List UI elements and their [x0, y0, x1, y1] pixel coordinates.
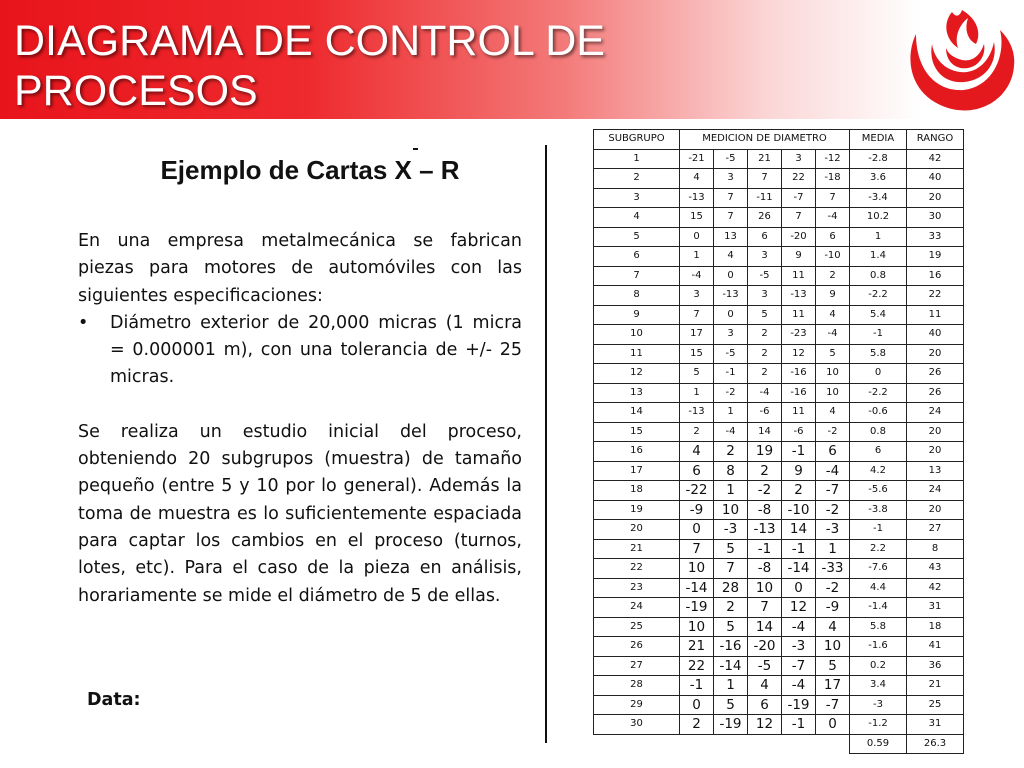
cell-m5: -2	[816, 578, 850, 598]
cell-m1: 15	[680, 344, 714, 364]
cell-subgroup: 12	[594, 364, 680, 384]
cell-m5: 5	[816, 656, 850, 676]
table-row	[594, 188, 964, 208]
cell-m5: 7	[816, 188, 850, 208]
cell-range: 21	[907, 676, 964, 696]
cell-m5: 4	[816, 617, 850, 637]
cell-m5: 6	[816, 227, 850, 247]
cell-m4: 9	[782, 461, 816, 481]
cell-mean: -1	[850, 325, 907, 345]
totals-spacer	[594, 734, 850, 754]
cell-m3: 2	[748, 461, 782, 481]
cell-subgroup: 17	[594, 461, 680, 481]
cell-m5: 10	[816, 383, 850, 403]
cell-range: 42	[907, 149, 964, 169]
cell-range: 41	[907, 637, 964, 657]
cell-m1: -19	[680, 598, 714, 618]
cell-subgroup: 25	[594, 617, 680, 637]
cell-m1: 10	[680, 617, 714, 637]
cell-m2: -16	[714, 637, 748, 657]
cell-range: 18	[907, 617, 964, 637]
cell-m4: 3	[782, 149, 816, 169]
cell-m2: 5	[714, 539, 748, 559]
cell-m3: -8	[748, 500, 782, 520]
cell-mean: -5.6	[850, 481, 907, 501]
cell-m5: 6	[816, 442, 850, 462]
cell-m4: -10	[782, 500, 816, 520]
cell-m5: 4	[816, 305, 850, 325]
cell-m3: 21	[748, 149, 782, 169]
cell-subgroup: 19	[594, 500, 680, 520]
cell-mean: 1.4	[850, 247, 907, 267]
cell-m2: 7	[714, 188, 748, 208]
cell-mean: -7.6	[850, 559, 907, 579]
cell-m4: -13	[782, 286, 816, 306]
cell-m2: 1	[714, 403, 748, 423]
table-row	[594, 481, 964, 501]
slide-title	[14, 16, 734, 116]
cell-subgroup: 10	[594, 325, 680, 345]
table-row	[594, 520, 964, 540]
cell-subgroup: 2	[594, 169, 680, 189]
cell-m2: 3	[714, 169, 748, 189]
cell-m1: 22	[680, 656, 714, 676]
table-row	[594, 559, 964, 579]
cell-range: 20	[907, 442, 964, 462]
cell-m4: -4	[782, 617, 816, 637]
cell-range: 20	[907, 500, 964, 520]
table-row	[594, 715, 964, 735]
cell-subgroup: 9	[594, 305, 680, 325]
subtitle-prefix: Ejemplo de Cartas	[160, 155, 395, 185]
cell-range: 31	[907, 598, 964, 618]
cell-m1: -13	[680, 403, 714, 423]
cell-m1: 10	[680, 559, 714, 579]
cell-mean: 2.2	[850, 539, 907, 559]
cell-m4: -16	[782, 364, 816, 384]
cell-mean: 6	[850, 442, 907, 462]
cell-m3: 2	[748, 325, 782, 345]
cell-m5: -33	[816, 559, 850, 579]
cell-m4: -4	[782, 676, 816, 696]
cell-m5: -12	[816, 149, 850, 169]
cell-mean: -2.2	[850, 383, 907, 403]
cell-range: 20	[907, 344, 964, 364]
cell-m4: -1	[782, 442, 816, 462]
cell-m1: 0	[680, 227, 714, 247]
cell-m1: 4	[680, 169, 714, 189]
cell-m2: -5	[714, 149, 748, 169]
cell-m2: 2	[714, 598, 748, 618]
cell-mean: -1	[850, 520, 907, 540]
cell-m4: 14	[782, 520, 816, 540]
cell-m2: 1	[714, 676, 748, 696]
cell-m5: -2	[816, 422, 850, 442]
table-row	[594, 442, 964, 462]
cell-mean: 5.4	[850, 305, 907, 325]
cell-mean: -1.2	[850, 715, 907, 735]
cell-mean: -1.6	[850, 637, 907, 657]
cell-m5: -7	[816, 481, 850, 501]
cell-mean: 0	[850, 364, 907, 384]
cell-m4: 11	[782, 403, 816, 423]
total-mean: 0.59	[850, 734, 907, 754]
header-measurement: MEDICION DE DIAMETRO	[680, 130, 850, 150]
cell-subgroup: 24	[594, 598, 680, 618]
cell-m2: 8	[714, 461, 748, 481]
table-row	[594, 266, 964, 286]
cell-m2: 7	[714, 208, 748, 228]
example-subtitle	[80, 140, 540, 200]
slide-title-line1: DIAGRAMA DE CONTROL DE	[14, 17, 605, 65]
cell-m2: 0	[714, 266, 748, 286]
cell-m3: -13	[748, 520, 782, 540]
cell-m1: 2	[680, 715, 714, 735]
cell-m2: 13	[714, 227, 748, 247]
cell-mean: 0.2	[850, 656, 907, 676]
cell-m2: -3	[714, 520, 748, 540]
cell-subgroup: 23	[594, 578, 680, 598]
cell-m4: 9	[782, 247, 816, 267]
table-row	[594, 695, 964, 715]
cell-m3: -4	[748, 383, 782, 403]
cell-m3: 12	[748, 715, 782, 735]
cell-subgroup: 26	[594, 637, 680, 657]
cell-subgroup: 27	[594, 656, 680, 676]
vertical-divider	[545, 145, 547, 743]
cell-range: 27	[907, 520, 964, 540]
cell-m2: 1	[714, 481, 748, 501]
cell-m2: -1	[714, 364, 748, 384]
slide-title-line2: PROCESOS	[14, 67, 258, 115]
cell-range: 42	[907, 578, 964, 598]
cell-m2: 5	[714, 695, 748, 715]
cell-subgroup: 15	[594, 422, 680, 442]
cell-m5: -18	[816, 169, 850, 189]
cell-m1: 5	[680, 364, 714, 384]
cell-m4: 22	[782, 169, 816, 189]
cell-m4: 12	[782, 344, 816, 364]
cell-mean: -2.8	[850, 149, 907, 169]
cell-subgroup: 8	[594, 286, 680, 306]
cell-m1: -9	[680, 500, 714, 520]
cell-m3: -20	[748, 637, 782, 657]
cell-m3: 3	[748, 286, 782, 306]
cell-m4: -1	[782, 539, 816, 559]
cell-subgroup: 7	[594, 266, 680, 286]
cell-mean: 0.8	[850, 266, 907, 286]
cell-m5: -4	[816, 461, 850, 481]
cell-mean: -0.6	[850, 403, 907, 423]
cell-m1: 7	[680, 539, 714, 559]
cell-m3: 3	[748, 247, 782, 267]
cell-subgroup: 22	[594, 559, 680, 579]
cell-m3: 6	[748, 695, 782, 715]
cell-m4: 11	[782, 266, 816, 286]
cell-mean: -3	[850, 695, 907, 715]
spec-bullet-text: Diámetro exterior de 20,000 micras (1 micra = 0.000001 m), con una tolerancia de +/- 25 micras.	[110, 312, 522, 388]
cell-m1: -22	[680, 481, 714, 501]
cell-m5: -9	[816, 598, 850, 618]
cell-range: 40	[907, 325, 964, 345]
cell-m3: -2	[748, 481, 782, 501]
cell-m1: 7	[680, 305, 714, 325]
cell-m3: 4	[748, 676, 782, 696]
cell-mean: 5.8	[850, 617, 907, 637]
cell-range: 43	[907, 559, 964, 579]
cell-m4: -19	[782, 695, 816, 715]
cell-subgroup: 5	[594, 227, 680, 247]
cell-m2: -4	[714, 422, 748, 442]
cell-m3: 10	[748, 578, 782, 598]
cell-mean: -1.4	[850, 598, 907, 618]
cell-m4: -7	[782, 656, 816, 676]
cell-range: 16	[907, 266, 964, 286]
cell-mean: 5.8	[850, 344, 907, 364]
cell-m2: 5	[714, 617, 748, 637]
cell-m3: 2	[748, 344, 782, 364]
cell-m4: 0	[782, 578, 816, 598]
cell-m4: -23	[782, 325, 816, 345]
cell-range: 24	[907, 481, 964, 501]
cell-range: 36	[907, 656, 964, 676]
cell-subgroup: 6	[594, 247, 680, 267]
table-totals-row	[594, 734, 964, 754]
cell-range: 30	[907, 208, 964, 228]
cell-m2: 0	[714, 305, 748, 325]
cell-subgroup: 21	[594, 539, 680, 559]
table-row	[594, 169, 964, 189]
measurement-table	[593, 129, 964, 754]
cell-range: 25	[907, 695, 964, 715]
cell-m5: -4	[816, 325, 850, 345]
cell-m5: -10	[816, 247, 850, 267]
cell-subgroup: 18	[594, 481, 680, 501]
table-row	[594, 676, 964, 696]
cell-mean: 4.2	[850, 461, 907, 481]
table-row	[594, 208, 964, 228]
table-row	[594, 461, 964, 481]
cell-subgroup: 14	[594, 403, 680, 423]
cell-m1: 4	[680, 442, 714, 462]
cell-m2: 28	[714, 578, 748, 598]
cell-m1: 21	[680, 637, 714, 657]
cell-m3: 6	[748, 227, 782, 247]
header-mean: MEDIA	[850, 130, 907, 150]
cell-m3: -11	[748, 188, 782, 208]
table-header-row	[594, 130, 964, 150]
table-row	[594, 149, 964, 169]
cell-m1: 3	[680, 286, 714, 306]
cell-m3: 5	[748, 305, 782, 325]
cell-subgroup: 30	[594, 715, 680, 735]
cell-m2: 4	[714, 247, 748, 267]
cell-m1: 17	[680, 325, 714, 345]
cell-m3: -5	[748, 656, 782, 676]
cell-range: 20	[907, 422, 964, 442]
cell-m2: -5	[714, 344, 748, 364]
cell-m3: 19	[748, 442, 782, 462]
cell-mean: 4.4	[850, 578, 907, 598]
table-row	[594, 383, 964, 403]
cell-m2: 3	[714, 325, 748, 345]
cell-subgroup: 1	[594, 149, 680, 169]
cell-m5: 4	[816, 403, 850, 423]
cell-subgroup: 11	[594, 344, 680, 364]
cell-range: 20	[907, 188, 964, 208]
cell-m4: 7	[782, 208, 816, 228]
cell-m1: 1	[680, 383, 714, 403]
subtitle-suffix: – R	[411, 155, 460, 185]
cell-m3: 26	[748, 208, 782, 228]
cell-mean: -3.8	[850, 500, 907, 520]
table-body	[594, 149, 964, 734]
cell-mean: 3.4	[850, 676, 907, 696]
cell-range: 26	[907, 364, 964, 384]
table-row	[594, 578, 964, 598]
intro-paragraph: En una empresa metalmecánica se fabrican piezas para motores de automóviles con las siguientes especificaciones:	[78, 231, 522, 306]
cell-mean: -3.4	[850, 188, 907, 208]
cell-range: 40	[907, 169, 964, 189]
cell-m3: 2	[748, 364, 782, 384]
cell-m5: 10	[816, 637, 850, 657]
cell-m2: 10	[714, 500, 748, 520]
cell-m3: -1	[748, 539, 782, 559]
cell-range: 22	[907, 286, 964, 306]
cell-subgroup: 13	[594, 383, 680, 403]
cell-m4: -14	[782, 559, 816, 579]
cell-m3: 14	[748, 422, 782, 442]
cell-m1: 0	[680, 520, 714, 540]
cell-m4: 2	[782, 481, 816, 501]
cell-mean: 1	[850, 227, 907, 247]
cell-range: 8	[907, 539, 964, 559]
bullet-icon: •	[78, 312, 89, 333]
cell-m4: -1	[782, 715, 816, 735]
table-row	[594, 422, 964, 442]
cell-subgroup: 3	[594, 188, 680, 208]
cell-m2: 7	[714, 559, 748, 579]
cell-range: 31	[907, 715, 964, 735]
cell-mean: 3.6	[850, 169, 907, 189]
cell-m1: 2	[680, 422, 714, 442]
table-row	[594, 403, 964, 423]
cell-m5: -3	[816, 520, 850, 540]
cell-m4: -16	[782, 383, 816, 403]
cell-m5: 9	[816, 286, 850, 306]
cell-m4: -3	[782, 637, 816, 657]
cell-m4: 12	[782, 598, 816, 618]
cell-m1: -13	[680, 188, 714, 208]
table-row	[594, 286, 964, 306]
cell-m5: -4	[816, 208, 850, 228]
cell-m1: -14	[680, 578, 714, 598]
cell-mean: 10.2	[850, 208, 907, 228]
cell-range: 33	[907, 227, 964, 247]
cell-m4: -6	[782, 422, 816, 442]
cell-m1: 15	[680, 208, 714, 228]
cell-m2: -19	[714, 715, 748, 735]
cell-m2: 2	[714, 442, 748, 462]
cell-m1: 1	[680, 247, 714, 267]
cell-m2: -14	[714, 656, 748, 676]
cell-m1: 6	[680, 461, 714, 481]
cell-m3: 14	[748, 617, 782, 637]
cell-range: 26	[907, 383, 964, 403]
cell-m1: -4	[680, 266, 714, 286]
table-row	[594, 305, 964, 325]
cell-subgroup: 16	[594, 442, 680, 462]
flame-logo-icon	[902, 4, 1020, 116]
table-row	[594, 227, 964, 247]
cell-m4: -20	[782, 227, 816, 247]
table-row	[594, 539, 964, 559]
cell-subgroup: 28	[594, 676, 680, 696]
header-range: RANGO	[907, 130, 964, 150]
header-subgroup: SUBGRUPO	[594, 130, 680, 150]
cell-m4: -7	[782, 188, 816, 208]
cell-range: 24	[907, 403, 964, 423]
cell-m3: 7	[748, 598, 782, 618]
cell-m5: -2	[816, 500, 850, 520]
table-row	[594, 247, 964, 267]
cell-m5: 5	[816, 344, 850, 364]
cell-range: 11	[907, 305, 964, 325]
cell-m2: -2	[714, 383, 748, 403]
cell-m3: -5	[748, 266, 782, 286]
cell-range: 19	[907, 247, 964, 267]
study-paragraph: Se realiza un estudio inicial del proceso, obteniendo 20 subgrupos (muestra) de tamaño pequeño (entre 5 y 10 por lo general). Además la toma de muestra es lo suficientemente espaciada para captar los cambios en el proceso (turnos, lotes, etc). Para el caso de la pieza en análisis, horariamente se mide el diámetro de 5 de ellas.	[78, 421, 522, 606]
cell-m4: 11	[782, 305, 816, 325]
cell-m3: 7	[748, 169, 782, 189]
table-row	[594, 656, 964, 676]
cell-mean: -2.2	[850, 286, 907, 306]
cell-m2: -13	[714, 286, 748, 306]
data-label: Data:	[87, 690, 141, 710]
cell-range: 13	[907, 461, 964, 481]
total-range: 26.3	[907, 734, 964, 754]
cell-m1: -21	[680, 149, 714, 169]
table-row	[594, 364, 964, 384]
cell-mean: 0.8	[850, 422, 907, 442]
table-row	[594, 500, 964, 520]
cell-m5: -7	[816, 695, 850, 715]
cell-m5: 0	[816, 715, 850, 735]
table-row	[594, 325, 964, 345]
cell-subgroup: 20	[594, 520, 680, 540]
cell-m5: 2	[816, 266, 850, 286]
table-row	[594, 637, 964, 657]
table-row	[594, 598, 964, 618]
cell-subgroup: 29	[594, 695, 680, 715]
cell-m1: -1	[680, 676, 714, 696]
cell-m5: 10	[816, 364, 850, 384]
cell-m1: 0	[680, 695, 714, 715]
spec-bullet	[78, 310, 522, 392]
cell-m5: 1	[816, 539, 850, 559]
cell-m5: 17	[816, 676, 850, 696]
cell-m3: -8	[748, 559, 782, 579]
table-row	[594, 617, 964, 637]
cell-subgroup: 4	[594, 208, 680, 228]
subtitle-xbar: X	[395, 140, 412, 200]
table-row	[594, 344, 964, 364]
cell-m3: -6	[748, 403, 782, 423]
body-text	[78, 228, 522, 610]
